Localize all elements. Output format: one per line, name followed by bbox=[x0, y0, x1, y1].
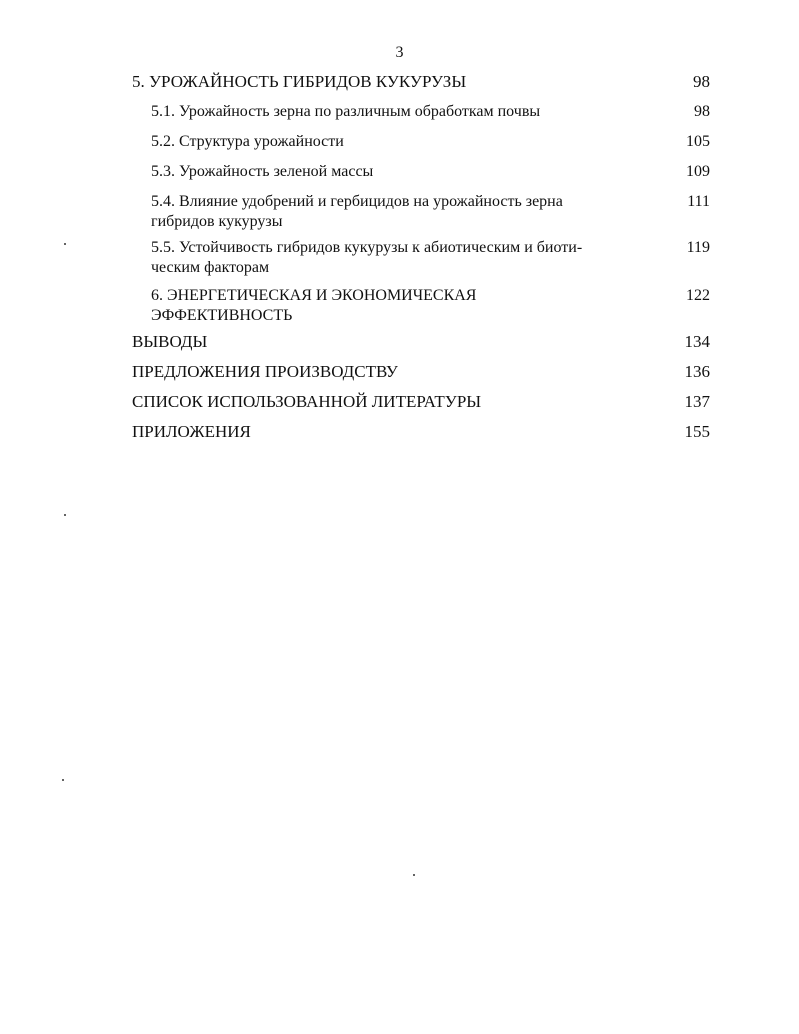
toc-entry-page: 122 bbox=[686, 287, 710, 304]
toc-entry-title: ПРЕДЛОЖЕНИЯ ПРОИЗВОДСТВУ bbox=[132, 362, 398, 381]
toc-entry-title-line: ЭФФЕКТИВНОСТЬ bbox=[151, 307, 293, 324]
toc-entry-title bbox=[151, 286, 476, 326]
toc-entry-title: 5.1. Урожайность зерна по различным обработкам почвы bbox=[151, 103, 541, 120]
toc-entry-title: 5.2. Структура урожайности bbox=[151, 133, 344, 150]
toc-entry-page: 136 bbox=[684, 362, 710, 381]
toc-entry-title bbox=[151, 238, 582, 278]
toc-entry-page: 98 bbox=[693, 72, 710, 91]
toc-entry-title: ПРИЛОЖЕНИЯ bbox=[132, 422, 251, 441]
toc-entry-page: 155 bbox=[684, 422, 710, 441]
scan-speck bbox=[64, 514, 66, 516]
scan-speck bbox=[62, 779, 64, 781]
toc-entry-page: 119 bbox=[686, 239, 710, 256]
toc-entry-title: 5. УРОЖАЙНОСТЬ ГИБРИДОВ КУКУРУЗЫ bbox=[132, 72, 467, 91]
toc-entry-title-line: 5.4. Влияние удобрений и гербицидов на урожайность зерна bbox=[151, 193, 563, 210]
scan-speck bbox=[413, 874, 415, 876]
toc-entry-page: 98 bbox=[694, 103, 710, 120]
toc-entry-page: 137 bbox=[684, 392, 710, 411]
toc-entry-title: 5.3. Урожайность зеленой массы bbox=[151, 163, 374, 180]
toc-entry-page: 111 bbox=[687, 193, 710, 210]
toc-entry-page: 105 bbox=[686, 133, 710, 150]
page-number: 3 bbox=[395, 44, 404, 61]
scan-speck bbox=[64, 243, 66, 245]
toc-entry-title-line: ческим факторам bbox=[151, 259, 270, 276]
toc-entry-title: ВЫВОДЫ bbox=[132, 332, 208, 351]
toc-entry-page: 109 bbox=[686, 163, 710, 180]
toc-entry-page: 134 bbox=[684, 332, 710, 351]
toc-entry-title-line: гибридов кукурузы bbox=[151, 213, 283, 230]
toc-entry-title-line: 5.5. Устойчивость гибридов кукурузы к абиотическим и биоти- bbox=[151, 239, 583, 256]
toc-entry-title: СПИСОК ИСПОЛЬЗОВАННОЙ ЛИТЕРАТУРЫ bbox=[132, 392, 482, 411]
toc-entry-title bbox=[151, 192, 563, 232]
toc-entry-title-line: 6. ЭНЕРГЕТИЧЕСКАЯ И ЭКОНОМИЧЕСКАЯ bbox=[151, 287, 477, 304]
